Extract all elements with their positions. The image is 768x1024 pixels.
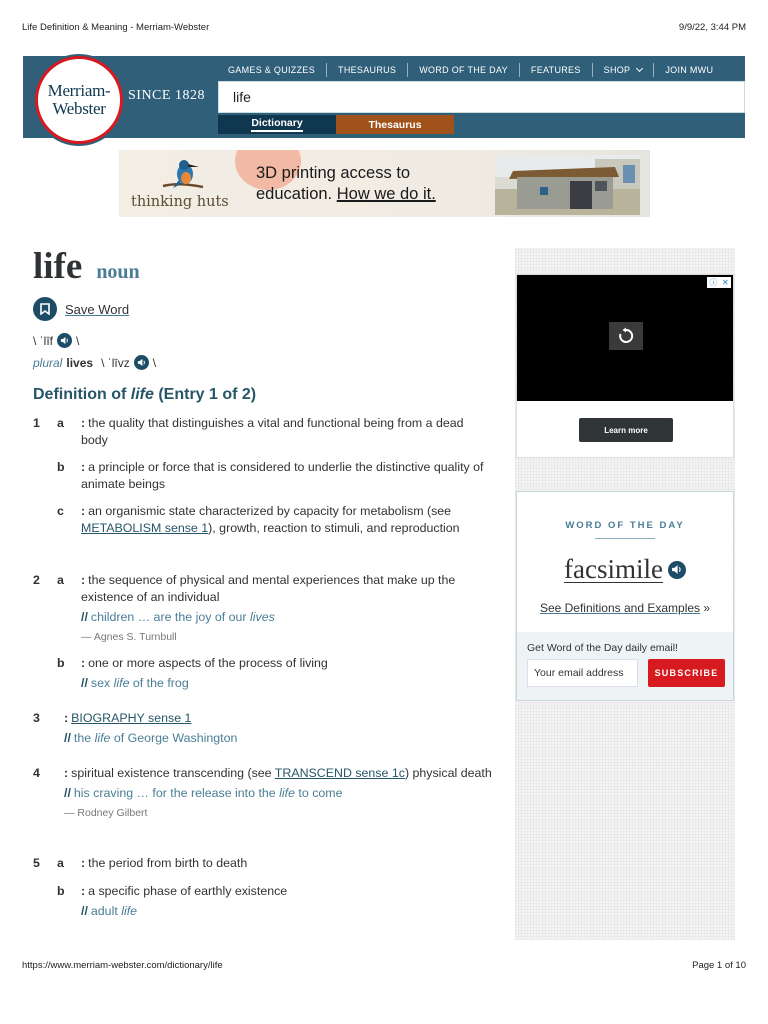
sense-4: 4 : spiritual existence transcending (see TRANSCEND sense 1c) physical death // his craving … for the release into the life to come — Rodney Gilbert [33, 765, 493, 822]
wotd-label: WORD OF THE DAY [565, 520, 685, 531]
sense-text: one or more aspects of the process of living [88, 656, 328, 670]
def-heading-pre: Definition of [33, 386, 131, 403]
example-em: life [279, 786, 295, 800]
email-field[interactable]: Your email address [527, 659, 638, 687]
save-word-label: Save Word [65, 301, 130, 317]
biography-link[interactable]: BIOGRAPHY sense 1 [71, 711, 192, 725]
adchoices-icon[interactable]: ⓘ ✕ [707, 277, 731, 288]
tab-thesaurus[interactable]: Thesaurus [336, 115, 454, 134]
tab-dictionary[interactable] [218, 115, 336, 134]
print-header [22, 22, 746, 33]
wotd-word[interactable]: facsimile [564, 554, 663, 584]
print-footer [22, 960, 746, 971]
sense-5b: b : a specific phase of earthly existence // adult life [33, 883, 493, 920]
example-em: life [121, 904, 138, 918]
part-of-speech[interactable]: noun [96, 261, 140, 283]
chevron-down-icon [636, 65, 643, 72]
wotd-word-row [517, 554, 733, 585]
attribution: — Agnes S. Turnbull [81, 631, 177, 643]
pron-text: \ ˈlīf [33, 333, 53, 348]
metabolism-link[interactable]: METABOLISM sense 1 [81, 521, 209, 535]
logo-line-2: Webster [52, 99, 106, 118]
sense-text: the sequence of physical and mental experiences that make up the existence of an individual [81, 573, 456, 604]
headword: life [33, 246, 83, 287]
ad-headline [256, 163, 436, 205]
example-sentence: // the life of George Washington [64, 731, 238, 745]
ad-hut-image [495, 155, 640, 215]
plural-word: lives [66, 355, 94, 370]
speaker-icon[interactable] [134, 355, 149, 370]
sense-letter: b [57, 884, 65, 898]
nav-thesaurus[interactable]: THESAURUS [326, 63, 407, 77]
ad-line-2: education. [256, 185, 337, 203]
nav-word-of-the-day[interactable]: WORD OF THE DAY [407, 63, 519, 77]
example-sentence: // his craving … for the release into the life to come [64, 786, 343, 800]
sense-letter: a [57, 573, 64, 587]
site-header [23, 56, 745, 138]
kingfisher-icon [159, 156, 207, 194]
sense-2a: 2 a : the sequence of physical and mental experiences that make up the existence of an individual // children … are the joy of our lives — Agnes S. Turnbull [33, 572, 493, 646]
ad-line-1: 3D printing access to [256, 164, 411, 182]
logo-line-1: Merriam- [47, 81, 111, 100]
def-heading-post: (Entry 1 of 2) [153, 386, 257, 403]
nav-shop[interactable] [592, 63, 654, 77]
speaker-icon[interactable] [57, 333, 72, 348]
nav-games-quizzes[interactable]: GAMES & QUIZZES [228, 65, 316, 75]
sense-letter: b [57, 460, 65, 474]
sense-number: 2 [33, 573, 40, 587]
sense-number: 3 [33, 711, 40, 725]
tab-dictionary-label: Dictionary [251, 117, 302, 132]
ad-brand: thinking huts [131, 194, 229, 210]
sense-5a: 5 a : the period from birth to death [33, 856, 248, 870]
ad-banner[interactable] [119, 150, 650, 217]
example-sentence: // children … are the joy of our lives [81, 610, 275, 624]
example-sentence: // sex life of the frog [81, 676, 189, 690]
sense-text: a specific phase of earthly existence [88, 884, 288, 898]
learn-more-button[interactable]: Learn more [579, 418, 673, 442]
top-nav [217, 60, 724, 80]
example-sentence: // adult life [81, 904, 138, 918]
print-page: Page 1 of 10 [692, 960, 746, 971]
sense-letter: a [57, 416, 64, 430]
transcend-link[interactable]: TRANSCEND sense 1c [274, 766, 405, 780]
ad-link[interactable]: How we do it. [336, 185, 436, 203]
example-text: of George Washington [110, 731, 238, 745]
plural-pron-text: \ ˈlīvz [101, 355, 130, 370]
sense-text: ), growth, reaction to stimuli, and reproduction [208, 521, 460, 535]
example-text: to come [294, 786, 343, 800]
example-text: adult [90, 904, 122, 918]
subscribe-button[interactable]: SUBSCRIBE [648, 659, 725, 687]
example-text: sex [90, 676, 114, 690]
sense-text: ) physical death [404, 766, 492, 780]
sense-letter: a [57, 856, 64, 870]
see-definitions-link[interactable] [517, 601, 733, 615]
speaker-icon[interactable] [668, 561, 686, 579]
sense-text: the quality that distinguishes a vital and functional being from a dead body [81, 416, 464, 447]
sense-1c: c : an organismic state characterized by capacity for metabolism (see METABOLISM sense 1), growth, reaction to stimuli, and reproduction [57, 504, 460, 535]
replay-icon[interactable] [609, 322, 643, 350]
sense-text: the period from birth to death [88, 856, 248, 870]
bookmark-icon [33, 297, 57, 321]
search-input[interactable]: life [218, 81, 745, 113]
sense-3: 3 : BIOGRAPHY sense 1 // the life of George Washington [33, 710, 493, 747]
nav-features[interactable]: FEATURES [519, 63, 592, 77]
sense-1a: 1 a : the quality that distinguishes a vital and functional being from a dead body [33, 416, 464, 447]
print-datetime: 9/9/22, 3:44 PM [678, 22, 746, 33]
sense-text: a principle or force that is considered to underlie the distinctive quality of animate beings [81, 460, 484, 491]
attribution: — Rodney Gilbert [64, 807, 148, 819]
plural-label: plural [33, 355, 63, 370]
sense-2b: b : one or more aspects of the process of living // sex life of the frog [33, 655, 493, 692]
sense-letter: c [57, 504, 64, 518]
search-tabs [218, 115, 454, 134]
def-heading-word: life [130, 386, 154, 403]
sense-1b: b : a principle or force that is considered to underlie the distinctive quality of animate beings [57, 460, 484, 491]
example-text: his craving … for the release into the [73, 786, 280, 800]
example-text: children … are the joy of our [90, 610, 250, 624]
example-em: life [113, 676, 130, 690]
sense-letter: b [57, 656, 65, 670]
word-of-the-day-card [516, 491, 734, 701]
nav-shop-label: SHOP [603, 65, 631, 75]
see-suffix: » [700, 601, 711, 615]
print-title: Life Definition & Meaning - Merriam-Webster [22, 22, 210, 33]
since-1828: SINCE 1828 [128, 88, 205, 103]
sense-text: spiritual existence transcending (see [71, 766, 275, 780]
definition-heading [33, 386, 256, 404]
pronunciation [33, 333, 79, 348]
wotd-divider [595, 538, 655, 539]
save-word-button[interactable] [33, 297, 129, 321]
email-signup-label: Get Word of the Day daily email! [527, 642, 678, 654]
example-em: life [94, 731, 111, 745]
see-definitions-label: See Definitions and Examples [539, 601, 701, 615]
pron-close: \ [76, 333, 80, 348]
video-ad[interactable] [516, 274, 734, 458]
example-text: the [73, 731, 95, 745]
sense-number: 4 [33, 766, 40, 780]
sense-text: an organismic state characterized by capacity for metabolism (see [88, 504, 452, 518]
headword-block [33, 245, 140, 288]
sense-number: 1 [33, 416, 40, 430]
plural-pronunciation [33, 355, 156, 370]
merriam-webster-logo[interactable] [35, 56, 123, 144]
print-url: https://www.merriam-webster.com/dictionary/life [22, 960, 223, 971]
sense-number: 5 [33, 856, 40, 870]
example-em: lives [250, 610, 275, 624]
plural-pron-close: \ [152, 355, 157, 370]
example-text: of the frog [129, 676, 189, 690]
nav-join-mwu[interactable]: JOIN MWU [653, 63, 724, 77]
